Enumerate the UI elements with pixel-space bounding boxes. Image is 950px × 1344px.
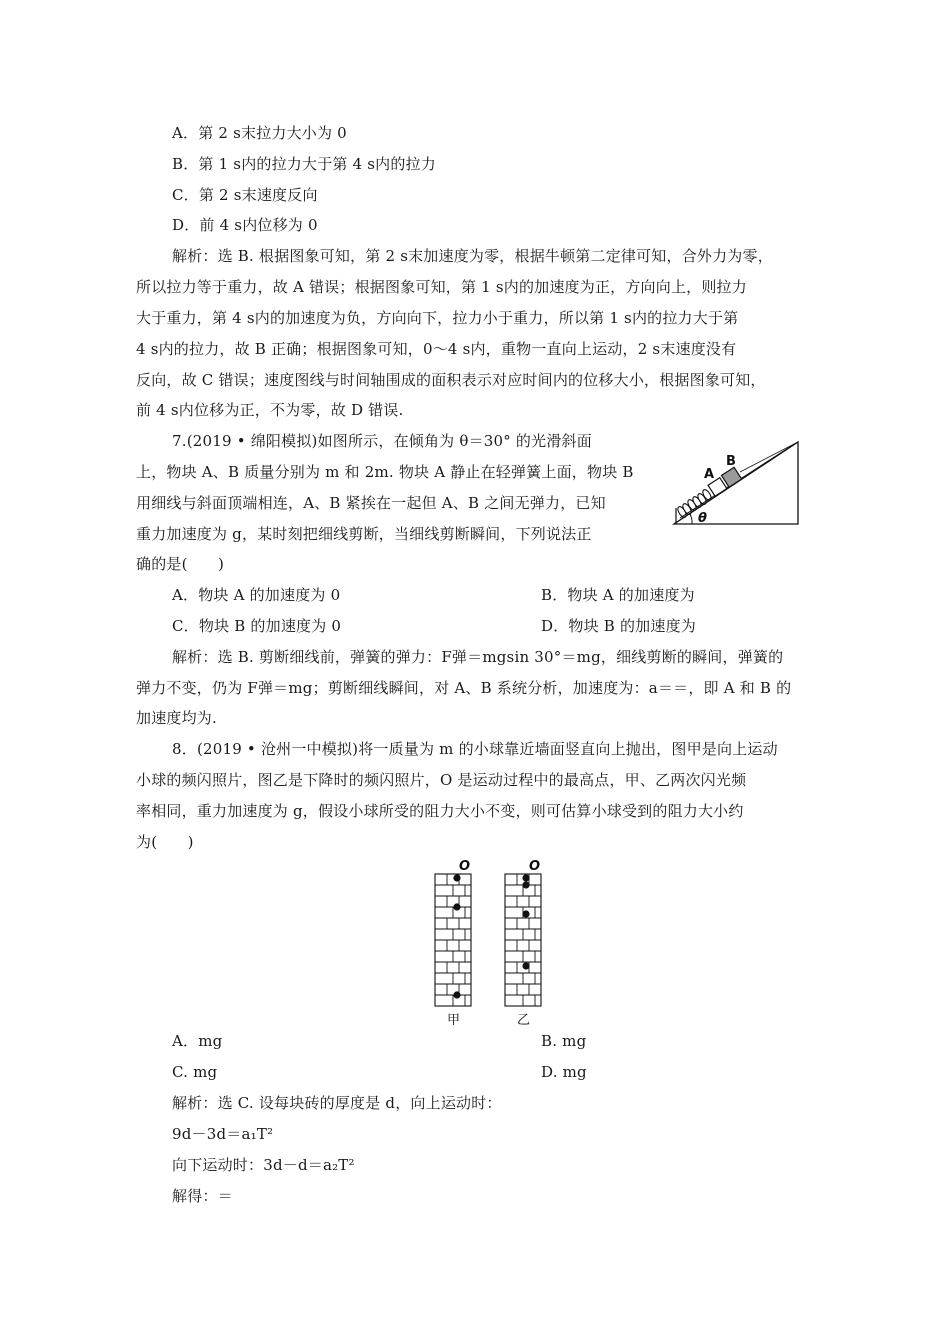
ball-position — [453, 903, 460, 910]
q6-option-c: C．第 2 s末速度反向 — [172, 186, 318, 204]
q7-analysis-line: 加速度均为. — [136, 709, 217, 727]
q7-analysis-line: 弹力不变，仍为 F弹＝mg；剪断细线瞬间，对 A、B 系统分析，加速度为：a＝＝，即 A 和 B 的 — [136, 679, 792, 697]
ball-position — [522, 910, 529, 917]
q7-stem-line: 重力加速度为 g，某时刻把细线剪断，当细线剪断瞬间，下列说法正 — [136, 525, 592, 543]
q6-analysis-line: 解析：选 B. 根据图象可知，第 2 s末加速度为零，根据牛顿第二定律可知，合外力为零， — [172, 247, 773, 265]
q6-analysis-line: 4 s内的拉力，故 B 正确；根据图象可知，0～4 s内，重物一直向上运动，2 s末速度没有 — [136, 340, 737, 358]
q7-stem-line: 用细线与斜面顶端相连，A、B 紧挨在一起但 A、B 之间无弹力，已知 — [136, 494, 606, 512]
q8-option-c: C. mg — [172, 1063, 218, 1081]
block-b-label: B — [726, 454, 736, 469]
q8-stem-line: 为( ) — [136, 833, 194, 851]
block-a-label: A — [704, 467, 715, 482]
q6-option-d: D．前 4 s内位移为 0 — [172, 216, 318, 234]
q8-option-d: D. mg — [541, 1063, 587, 1081]
q7-option-a: A．物块 A 的加速度为 0 — [172, 586, 341, 604]
q8-stem-line: 率相同，重力加速度为 g，假设小球所受的阻力大小不变，则可估算小球受到的阻力大小约 — [136, 802, 744, 820]
q6-option-b: B．第 1 s内的拉力大于第 4 s内的拉力 — [172, 155, 436, 173]
q7-option-c: C．物块 B 的加速度为 0 — [172, 617, 342, 635]
ball-position — [522, 874, 529, 881]
q8-analysis-line: 解得：＝ — [172, 1187, 233, 1205]
caption-jia: 甲 — [447, 1013, 461, 1028]
q8-analysis-line: 9d－3d＝a₁T² — [172, 1125, 274, 1143]
ball-position — [522, 962, 529, 969]
brick-wall-strobe-diagram — [425, 858, 555, 1028]
caption-yi: 乙 — [517, 1013, 531, 1028]
q6-analysis-line: 大于重力，第 4 s内的加速度为负，方向向下，拉力小于重力，所以第 1 s内的拉力大于第 — [136, 309, 739, 327]
q6-option-a: A．第 2 s末拉力大小为 0 — [172, 124, 347, 142]
q8-analysis-line: 解析：选 C. 设每块砖的厚度是 d，向上运动时： — [172, 1094, 502, 1112]
incline-spring-diagram — [668, 438, 808, 530]
ball-position — [522, 881, 529, 888]
q8-option-b: B. mg — [541, 1032, 587, 1050]
q6-analysis-line: 反向，故 C 错误；速度图线与时间轴围成的面积表示对应时间内的位移大小，根据图象可知， — [136, 371, 766, 389]
q7-analysis-line: 解析：选 B. 剪断细线前，弹簧的弹力：F弹＝mgsin 30°＝mg，细线剪断的瞬间，弹簧的 — [172, 648, 784, 666]
q8-option-a: A．mg — [172, 1032, 223, 1050]
q7-stem-line: 确的是( ) — [136, 555, 225, 573]
angle-theta-label: θ — [698, 511, 707, 526]
q7-option-b: B．物块 A 的加速度为 — [541, 586, 695, 604]
top-point-o-label: O — [529, 859, 541, 874]
q6-analysis-line: 前 4 s内位移为正，不为零，故 D 错误. — [136, 401, 404, 419]
q8-stem-line: 小球的频闪照片，图乙是下降时的频闪照片，O 是运动过程中的最高点，甲、乙两次闪光频 — [136, 771, 747, 789]
ball-position — [453, 991, 460, 998]
q8-analysis-line: 向下运动时：3d－d＝a₂T² — [172, 1156, 355, 1174]
ball-position — [453, 874, 460, 881]
q7-stem-line: 上，物块 A、B 质量分别为 m 和 2m. 物块 A 静止在轻弹簧上面，物块 B — [136, 463, 634, 481]
q6-analysis-line: 所以拉力等于重力，故 A 错误；根据图象可知，第 1 s内的加速度为正，方向向上，则拉力 — [136, 278, 747, 296]
q7-option-d: D．物块 B 的加速度为 — [541, 617, 696, 635]
q8-stem-line: 8．(2019 • 沧州一中模拟)将一质量为 m 的小球靠近墙面竖直向上抛出，图甲是向上运动 — [172, 740, 778, 758]
top-point-o-label: O — [459, 859, 471, 874]
q7-stem-line: 7.(2019 • 绵阳模拟)如图所示，在倾角为 θ＝30° 的光滑斜面 — [172, 432, 592, 450]
